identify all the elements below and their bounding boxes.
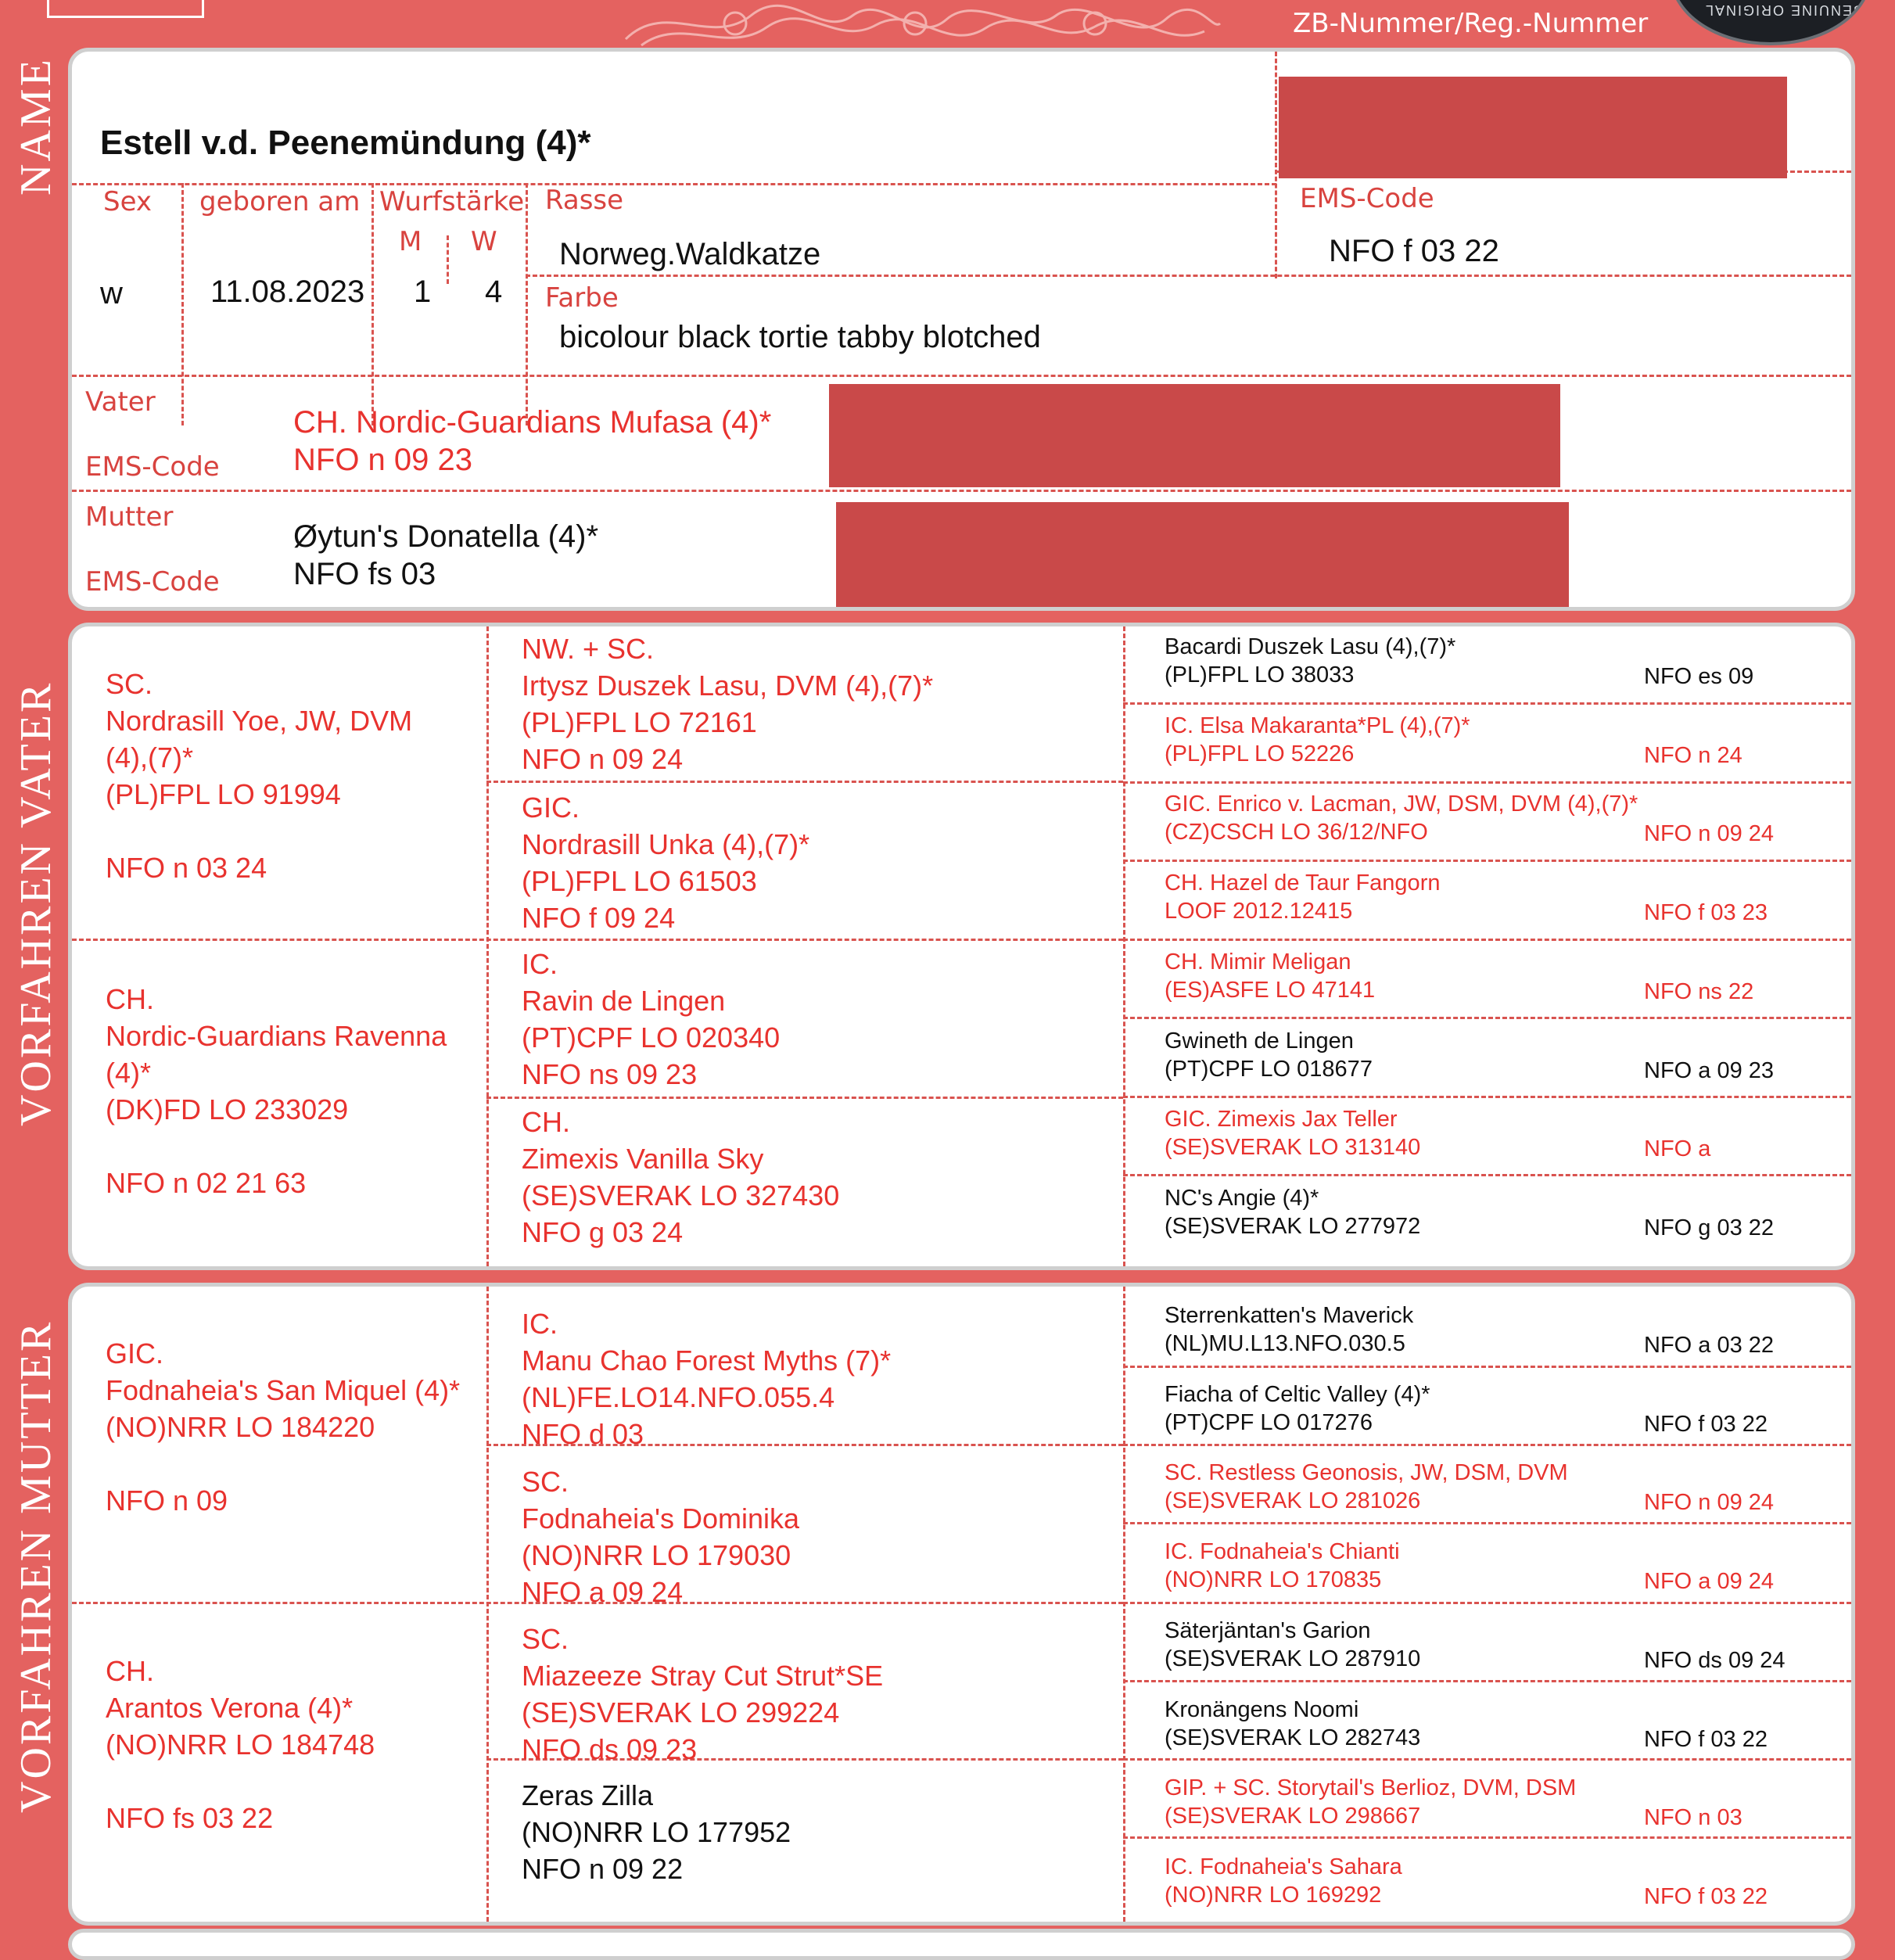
gen3-ancestor-name: SC. Restless Geonosis, JW, DSM, DVM <box>1165 1460 1568 1486</box>
gen3-ancestor-ems: NFO n 03 <box>1644 1805 1742 1831</box>
ancestor-line: NFO n 02 21 63 <box>106 1167 307 1199</box>
ancestor-line: CH. <box>522 1106 570 1138</box>
gen1-ancestor <box>106 666 412 886</box>
born-value: 11.08.2023 <box>210 275 365 309</box>
ancestor-line: NFO ns 09 23 <box>522 1058 698 1090</box>
reg-number-label: ZB-Nummer/Reg.-Nummer <box>1293 8 1649 39</box>
gen2-ancestor <box>522 630 933 777</box>
ancestor-line: Fodnaheia's San Miquel (4)* <box>106 1374 461 1406</box>
label-mother: Mutter <box>85 501 174 533</box>
ancestor-line: (SE)SVERAK LO 327430 <box>522 1179 840 1212</box>
gen3-ancestor-ems: NFO n 09 24 <box>1644 1490 1775 1516</box>
gen2-ancestor <box>522 1305 891 1452</box>
ancestor-line: NFO a 09 24 <box>522 1576 684 1608</box>
gen3-ancestor-ems: NFO n 24 <box>1644 742 1742 768</box>
ancestor-line: Miazeeze Stray Cut Strut*SE <box>522 1660 884 1692</box>
ancestor-line: Zeras Zilla <box>522 1779 654 1811</box>
ancestor-line <box>106 1445 460 1482</box>
ancestor-line: (NO)NRR LO 184748 <box>106 1728 375 1761</box>
litter-w-value: 4 <box>485 275 503 309</box>
seal <box>1670 0 1872 45</box>
gen3-ancestor-name: GIC. Zimexis Jax Teller <box>1165 1107 1398 1133</box>
gen3-ancestor-name: GIP. + SC. Storytail's Berlioz, DVM, DSM <box>1165 1775 1577 1801</box>
gen3-ancestor-ems: NFO f 03 22 <box>1644 1883 1768 1909</box>
gen3-ancestor-reg: (NO)NRR LO 169292 <box>1165 1882 1382 1908</box>
side-label-mutter: VORFAHREN MUTTER <box>12 1319 60 1813</box>
mother-ems: NFO fs 03 <box>293 557 436 591</box>
ancestor-line: Zimexis Vanilla Sky <box>522 1143 764 1175</box>
gen3-ancestor-reg: (PL)FPL LO 38033 <box>1165 662 1355 687</box>
ancestor-line: (PL)FPL LO 61503 <box>522 865 757 897</box>
gen3-ancestor-ems: NFO a 03 22 <box>1644 1333 1775 1358</box>
gen3-ancestor-ems: NFO g 03 22 <box>1644 1215 1775 1240</box>
breed-value: Norweg.Waldkatze <box>559 237 821 271</box>
label-sex: Sex <box>103 186 153 217</box>
label-father-ems: EMS-Code <box>85 451 220 483</box>
gen3-ancestor-reg: (PT)CPF LO 017276 <box>1165 1409 1373 1435</box>
side-label-vater: VORFAHREN VATER <box>12 680 60 1126</box>
gen2-ancestor <box>522 1777 791 1887</box>
gen3-ancestor-ems: NFO f 03 23 <box>1644 900 1768 926</box>
ancestor-line: NFO n 09 24 <box>522 743 684 775</box>
ancestor-line: CH. <box>106 983 154 1015</box>
gen3-ancestor-ems: NFO f 03 22 <box>1644 1411 1768 1437</box>
gen3-ancestor-name: IC. Fodnaheia's Chianti <box>1165 1539 1400 1565</box>
gen3-ancestor-name: IC. Elsa Makaranta*PL (4),(7)* <box>1165 713 1470 738</box>
gen3-ancestor-name: Gwineth de Lingen <box>1165 1028 1354 1054</box>
ancestor-line: NFO n 09 <box>106 1484 228 1517</box>
gen3-ancestor-ems: NFO ds 09 24 <box>1644 1647 1786 1673</box>
gen3-ancestor-name: Fiacha of Celtic Valley (4)* <box>1165 1381 1430 1407</box>
ancestor-line: NFO ds 09 23 <box>522 1733 698 1765</box>
gen3-ancestor-reg: (SE)SVERAK LO 277972 <box>1165 1213 1421 1239</box>
ancestor-line: Nordic-Guardians Ravenna <box>106 1020 447 1052</box>
ancestor-line: NFO f 09 24 <box>522 902 676 934</box>
label-ems: EMS-Code <box>1300 183 1434 214</box>
gen1-ancestor <box>106 981 447 1201</box>
ancestor-line <box>106 813 412 849</box>
mother-name: Øytun's Donatella (4)* <box>293 519 599 554</box>
ornament <box>618 0 1228 55</box>
redacted-reg-number <box>1279 77 1787 178</box>
ancestor-line: NW. + SC. <box>522 633 655 665</box>
ancestor-line: (NO)NRR LO 179030 <box>522 1539 791 1571</box>
ancestor-line: (NO)NRR LO 184220 <box>106 1411 375 1443</box>
ancestor-line: GIC. <box>106 1337 164 1369</box>
label-father: Vater <box>85 386 156 418</box>
label-litter-m: M <box>399 226 422 257</box>
ancestor-line: (4),(7)* <box>106 741 194 774</box>
ancestor-line: CH. <box>106 1655 154 1687</box>
father-name: CH. Nordic-Guardians Mufasa (4)* <box>293 405 772 440</box>
gen3-ancestor-reg: (PL)FPL LO 52226 <box>1165 741 1355 766</box>
gen2-ancestor <box>522 789 809 936</box>
gen3-ancestor-reg: (PT)CPF LO 018677 <box>1165 1056 1373 1082</box>
gen3-ancestor-reg: (SE)SVERAK LO 313140 <box>1165 1135 1421 1161</box>
gen3-ancestor-name: NC's Angie (4)* <box>1165 1185 1319 1211</box>
gen3-ancestor-name: IC. Fodnaheia's Sahara <box>1165 1854 1402 1879</box>
cat-name: Estell v.d. Peenemündung (4)* <box>100 124 591 162</box>
label-litter-w: W <box>471 226 497 257</box>
gen3-ancestor-ems: NFO es 09 <box>1644 664 1754 689</box>
ancestor-line: IC. <box>522 948 558 980</box>
ancestor-line: (PL)FPL LO 91994 <box>106 778 341 810</box>
gen3-ancestor-name: Säterjäntan's Garion <box>1165 1617 1371 1643</box>
color-value: bicolour black tortie tabby blotched <box>559 320 1041 354</box>
ancestor-line: (NL)FE.LO14.NFO.055.4 <box>522 1381 835 1413</box>
corner-box <box>47 0 204 18</box>
ancestor-line <box>106 1128 447 1165</box>
gen3-ancestor-reg: (SE)SVERAK LO 298667 <box>1165 1804 1421 1829</box>
ancestor-line: Manu Chao Forest Myths (7)* <box>522 1344 892 1377</box>
gen3-ancestor-reg: (SE)SVERAK LO 282743 <box>1165 1725 1421 1750</box>
father-ems: NFO n 09 23 <box>293 443 473 477</box>
ancestor-line: Nordrasill Yoe, JW, DVM <box>106 705 413 737</box>
gen3-ancestor-reg: (ES)ASFE LO 47141 <box>1165 977 1376 1003</box>
gen3-ancestor-reg: (CZ)CSCH LO 36/12/NFO <box>1165 820 1428 845</box>
ancestor-line: GIC. <box>522 792 580 824</box>
label-litter: Wurfstärke <box>379 186 525 217</box>
gen1-ancestor <box>106 1335 460 1519</box>
ancestor-line: (PL)FPL LO 72161 <box>522 706 757 738</box>
redacted-mother-info <box>836 502 1569 607</box>
name-panel <box>68 48 1855 611</box>
gen3-ancestor-name: Kronängens Noomi <box>1165 1696 1359 1722</box>
gen3-ancestor-reg: LOOF 2012.12415 <box>1165 899 1353 924</box>
ancestor-line: NFO n 03 24 <box>106 852 267 884</box>
redacted-father-info <box>829 384 1560 487</box>
ancestor-line <box>106 1763 375 1800</box>
gen2-ancestor <box>522 1621 883 1768</box>
litter-m-value: 1 <box>414 275 432 309</box>
gen3-ancestor-reg: (SE)SVERAK LO 287910 <box>1165 1646 1421 1671</box>
label-color: Farbe <box>545 282 619 314</box>
label-mother-ems: EMS-Code <box>85 566 220 598</box>
ancestor-line: IC. <box>522 1308 558 1340</box>
ancestor-line: Fodnaheia's Dominika <box>522 1502 800 1535</box>
ancestor-line: NFO fs 03 22 <box>106 1802 274 1834</box>
gen3-ancestor-reg: (NL)MU.L13.NFO.030.5 <box>1165 1331 1405 1356</box>
gen3-ancestor-name: CH. Hazel de Taur Fangorn <box>1165 871 1441 896</box>
gen3-ancestor-ems: NFO a 09 24 <box>1644 1569 1775 1595</box>
ancestor-line: (NO)NRR LO 177952 <box>522 1816 791 1848</box>
ancestors-mother-panel <box>68 1283 1855 1926</box>
ancestor-line: Arantos Verona (4)* <box>106 1692 354 1724</box>
gen3-ancestor-name: Bacardi Duszek Lasu (4),(7)* <box>1165 634 1456 659</box>
side-label-name: NAME <box>12 57 60 196</box>
gen3-ancestor-ems: NFO n 09 24 <box>1644 821 1775 847</box>
seal-text: GENUINE ORIGINAL <box>1704 2 1865 18</box>
ancestor-line: (SE)SVERAK LO 299224 <box>522 1696 840 1728</box>
ancestor-line: (DK)FD LO 233029 <box>106 1093 349 1125</box>
gen1-ancestor <box>106 1653 375 1836</box>
label-breed: Rasse <box>545 185 624 216</box>
ancestor-line: Ravin de Lingen <box>522 985 726 1017</box>
gen3-ancestor-name: Sterrenkatten's Maverick <box>1165 1303 1414 1328</box>
next-panel-edge <box>68 1929 1855 1960</box>
gen3-ancestor-reg: (NO)NRR LO 170835 <box>1165 1567 1382 1593</box>
gen3-ancestor-ems: NFO a <box>1644 1136 1711 1162</box>
gen2-ancestor <box>522 946 780 1093</box>
gen3-ancestor-ems: NFO a 09 23 <box>1644 1057 1775 1083</box>
gen3-ancestor-name: GIC. Enrico v. Lacman, JW, DSM, DVM (4),(7)* <box>1165 792 1638 817</box>
ancestor-line: NFO g 03 24 <box>522 1216 684 1248</box>
ancestor-line: SC. <box>522 1466 569 1498</box>
ancestor-line: SC. <box>106 668 153 700</box>
ancestor-line: (PT)CPF LO 020340 <box>522 1021 781 1054</box>
label-born: geboren am <box>199 186 361 217</box>
ancestors-father-panel <box>68 623 1855 1270</box>
gen3-ancestor-name: CH. Mimir Meligan <box>1165 949 1351 975</box>
gen3-ancestor-ems: NFO ns 22 <box>1644 978 1754 1004</box>
gen2-ancestor <box>522 1104 839 1251</box>
ancestor-line: (4)* <box>106 1057 152 1089</box>
ancestor-line: Nordrasill Unka (4),(7)* <box>522 828 810 860</box>
ancestor-line: NFO d 03 <box>522 1418 644 1450</box>
gen2-ancestor <box>522 1463 799 1610</box>
ancestor-line: NFO n 09 22 <box>522 1853 684 1885</box>
gen3-ancestor-reg: (SE)SVERAK LO 281026 <box>1165 1488 1421 1514</box>
ems-value: NFO f 03 22 <box>1329 234 1499 268</box>
ancestor-line: SC. <box>522 1623 569 1655</box>
gen3-ancestor-ems: NFO f 03 22 <box>1644 1726 1768 1752</box>
sex-value: w <box>100 276 123 311</box>
ancestor-line: Irtysz Duszek Lasu, DVM (4),(7)* <box>522 669 934 702</box>
